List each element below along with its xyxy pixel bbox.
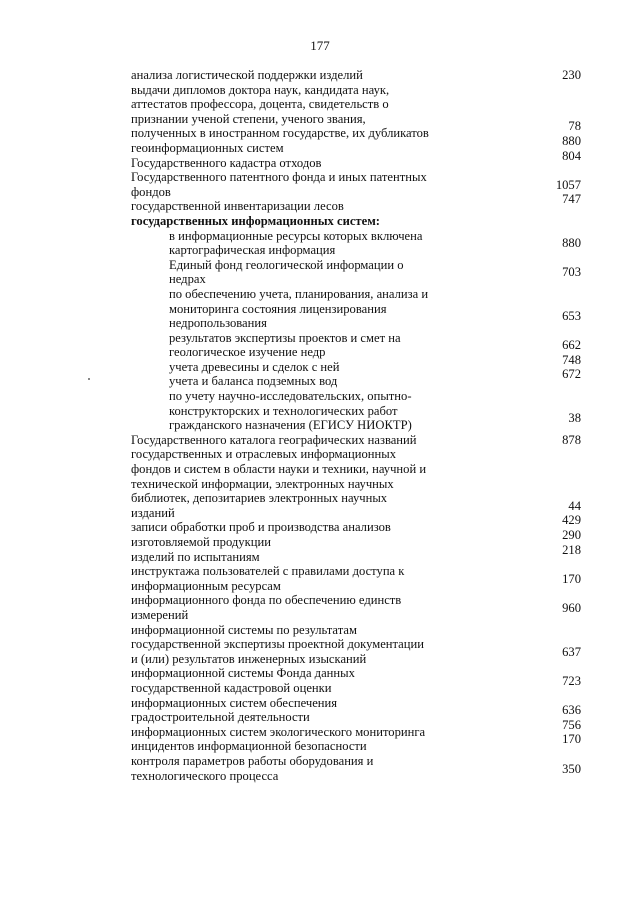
index-entry-text: Единый фонд геологической информации о недрах (169, 257, 404, 287)
scan-speck (88, 378, 90, 380)
index-entry (131, 229, 581, 258)
index-entry-text: Государственного каталога географических названий (131, 432, 417, 447)
index-entry (131, 623, 581, 667)
index-entry-page: 230 (562, 68, 581, 82)
index-entry-text: записи обработки проб и производства анализов (131, 520, 391, 535)
index-entry-text: инцидентов информационной безопасности (131, 739, 367, 754)
index-entry-page: 218 (562, 542, 581, 557)
index-entry (131, 528, 581, 550)
index-entry-page: 804 (562, 148, 581, 163)
index-entry-text: учета и баланса подземных вод (169, 374, 338, 389)
index-entry-page: 672 (562, 367, 581, 382)
index-entry-text: информационной системы Фонда данных государственной кадастровой оценки (131, 666, 355, 695)
page-number: 177 (310, 38, 330, 53)
index-entry (131, 447, 581, 520)
index-entry (131, 258, 581, 287)
index-entry-page: 637 (562, 644, 581, 659)
subject-index (131, 68, 581, 783)
index-entry-text: контроля параметров работы оборудования и технологического процесса (131, 753, 374, 783)
index-entry-page: 38 (568, 411, 581, 426)
index-entry-text: Государственного патентного фонда и иных патентных фондов (131, 170, 427, 199)
index-entry-page: 429 (562, 513, 581, 528)
index-entry (131, 68, 581, 83)
index-entry (131, 513, 581, 535)
index-entry (131, 696, 581, 725)
index-entry-page: 1057 (555, 177, 581, 192)
index-entry-page: 170 (562, 732, 581, 747)
index-entry-text: изготовляемой продукции (131, 535, 271, 549)
index-entry (131, 83, 581, 141)
index-entry-text: информационного фонда по обеспечению единств измерений (131, 593, 402, 622)
index-entry-text: анализа логистической поддержки изделий (131, 68, 363, 82)
index-entry-text: информационной системы по результатам государственной экспертизы проектной документации и (или) результатов инженерных изысканий (131, 622, 424, 666)
index-entry (131, 593, 581, 622)
index-entry-text: информационных систем обеспечения градостроительной деятельности (131, 695, 338, 725)
index-entry-text: государственных и отраслевых информационных фондов и систем в области науки и техники, научной и технической информации, электронных научных библиотек, депозитариев электронных научных изданий (131, 447, 427, 520)
index-entry-text: изделий по испытаниям (131, 549, 260, 564)
index-entry-text: государственных информационных систем: (131, 213, 380, 228)
index-entry-page: 878 (562, 432, 581, 447)
index-entry-page: 653 (562, 309, 581, 324)
index-entry (131, 331, 581, 360)
index-entry-page: 960 (562, 600, 581, 615)
index-entry (131, 433, 581, 448)
index-entry (131, 666, 581, 695)
index-entry-page: 44 (568, 498, 581, 513)
index-entry-page: 170 (562, 571, 581, 586)
index-entry (131, 389, 581, 433)
index-entry (131, 564, 581, 593)
index-entry-page: 703 (562, 265, 581, 280)
index-entry-text: учета древесины и сделок с ней (169, 359, 340, 374)
index-entry-page: 78 (568, 119, 581, 134)
index-entry-text: в информационные ресурсы которых включена картографическая информация (169, 228, 423, 258)
index-entry (131, 352, 581, 375)
index-entry-text: инструктажа пользователей с правилами доступа к информационным ресурсам (131, 564, 405, 593)
index-entry (131, 170, 581, 199)
index-entry-page: 748 (562, 352, 581, 367)
index-entry (131, 214, 581, 229)
index-entry-text: Государственного кадастра отходов (131, 155, 322, 170)
index-entry-page: 350 (562, 761, 581, 776)
index-entry-page: 756 (562, 717, 581, 732)
index-entry-text: по обеспечению учета, планирования, анализа и мониторинга состояния лицензирования недропользования (169, 286, 429, 331)
index-entry (131, 192, 581, 214)
index-entry (131, 754, 581, 783)
index-entry-page: 880 (562, 133, 581, 148)
index-entry (131, 717, 581, 740)
index-entry-text: информационных систем экологического мониторинга (131, 724, 426, 739)
index-entry-text: выдачи дипломов доктора наук, кандидата наук, аттестатов профессора, доцента, свидетельств о признании ученой степени, ученого звания, полученных в иностранном государстве, их дубликатов (131, 82, 429, 141)
index-entry-text: результатов экспертизы проектов и смет на геологическое изучение недр (169, 330, 401, 360)
index-entry-page: 747 (562, 192, 581, 207)
index-entry-page: 662 (562, 338, 581, 353)
index-entry (131, 367, 581, 389)
index-entry-text: геоинформационных систем (131, 140, 284, 155)
index-entry-text: государственной инвентаризации лесов (131, 199, 344, 214)
index-entry (131, 732, 581, 754)
index-entry (131, 287, 581, 331)
index-entry-page: 290 (562, 528, 581, 542)
index-entry (131, 148, 581, 171)
index-entry-page: 636 (562, 703, 581, 718)
index-entry (131, 133, 581, 156)
index-entry-page: 880 (562, 236, 581, 251)
index-entry-page: 723 (562, 673, 581, 688)
index-entry-text: по учету научно-исследовательских, опытно-конструкторских и технологических работ гражданского назначения (ЕГИСУ НИОКТР) (169, 389, 412, 433)
